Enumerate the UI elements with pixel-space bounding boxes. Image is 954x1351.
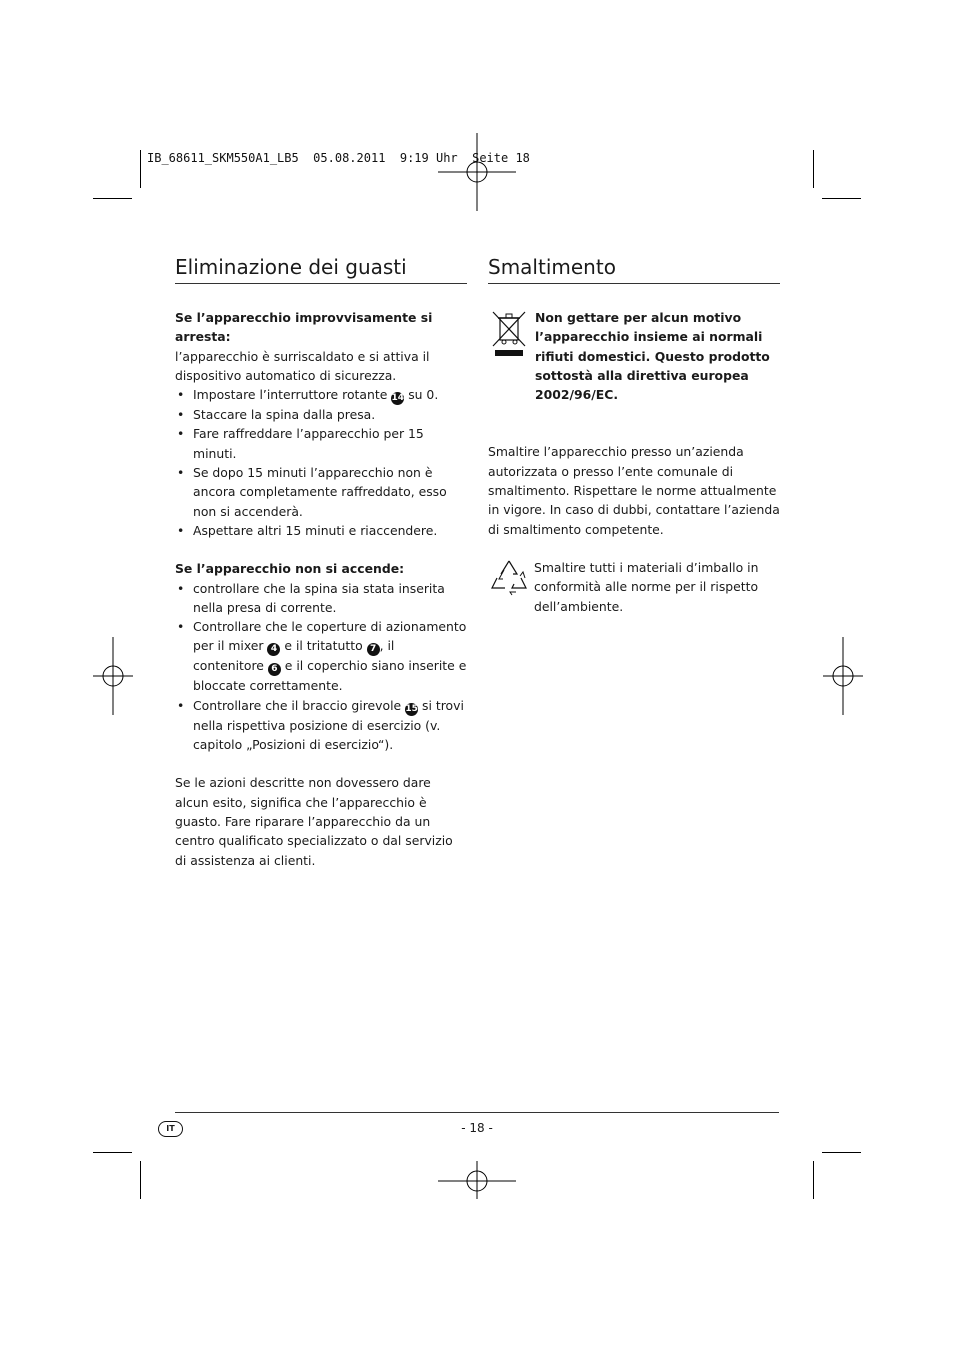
bullet-list-stops <box>175 385 467 540</box>
section-heading-stops: Se l’apparecchio improvvisamente si arresta: <box>175 310 433 345</box>
packaging-notice <box>488 558 780 616</box>
list-item: • Staccare la spina dalla presa. <box>175 405 467 424</box>
language-badge: IT <box>158 1121 183 1137</box>
packaging-text: Smaltire tutti i materiali d’imballo in conformità alle norme per il rispetto dell’ambiente. <box>534 559 759 614</box>
crop-mark <box>813 150 814 188</box>
part-number-badge: 14 <box>391 393 405 404</box>
recycle-icon <box>490 558 528 596</box>
crop-mark <box>93 1152 132 1153</box>
list-item: • Controllare che le coperture di azionamento per il mixer 4 e il tritatutto 7 , il contenitore 6 e il coperchio siano inserite e bloccate correttamente. <box>175 617 467 696</box>
registration-mark-bottom <box>438 1143 516 1199</box>
disposal-title: Smaltimento <box>488 255 780 284</box>
crossed-bin-icon <box>491 310 527 358</box>
crop-mark <box>813 1161 814 1199</box>
part-number-badge: 15 <box>405 703 418 714</box>
troubleshooting-column <box>175 255 467 870</box>
weee-notice-text: Non gettare per alcun motivo l’apparecchio insieme ai normali rifiuti domestici. Questo prodotto sottostà alla direttiva europea 2002/96/EC. <box>535 310 770 403</box>
closing-paragraph: Se le azioni descritte non dovessero dare alcun esito, significa che l’apparecchio è guasto. Fare riparare l’apparecchio da un centro qualificato specializzato o dal servizio di assistenza ai clienti. <box>175 775 453 868</box>
list-item: • controllare che la spina sia stata inserita nella presa di corrente. <box>175 579 467 618</box>
disposal-column <box>488 255 780 616</box>
part-number-badge: 7 <box>367 643 380 656</box>
list-item: • Controllare che il braccio girevole 15 si trovi nella rispettiva posizione di esercizio (v. capitolo „Posizioni di esercizio“). <box>175 696 467 755</box>
crop-mark <box>822 1152 861 1153</box>
registration-mark-left <box>93 637 133 715</box>
crop-mark <box>140 150 141 188</box>
troubleshooting-title: Eliminazione dei guasti <box>175 255 467 284</box>
registration-mark-right <box>823 637 863 715</box>
footer-divider <box>175 1112 779 1113</box>
crop-mark <box>822 198 861 199</box>
part-number-badge: 6 <box>268 663 281 676</box>
part-number-badge: 4 <box>267 643 280 656</box>
list-item: • Impostare l’interruttore rotante 14 su 0. <box>175 385 467 405</box>
disposal-paragraph: Smaltire l’apparecchio presso un’azienda autorizzata o presso l’ente comunale di smaltimento. Rispettare le norme attualmente in vigore. In caso di dubbi, contattare l’azienda di smaltimento competente. <box>488 444 780 537</box>
bullet-list-no-start <box>175 579 467 755</box>
crop-mark <box>93 198 132 199</box>
section-intro-stops: l’apparecchio è surriscaldato e si attiva il dispositivo automatico di sicurezza. <box>175 348 430 383</box>
registration-mark-top <box>438 133 516 211</box>
print-header: IB_68611_SKM550A1_LB5 05.08.2011 9:19 Uhr Seite 18 <box>147 151 530 165</box>
list-item: • Se dopo 15 minuti l’apparecchio non è ancora completamente raffreddato, esso non si accenderà. <box>175 463 467 521</box>
list-item: • Aspettare altri 15 minuti e riaccendere. <box>175 521 467 540</box>
weee-notice <box>488 308 780 404</box>
page-number: - 18 - <box>461 1121 493 1135</box>
crop-mark <box>140 1161 141 1199</box>
section-heading-no-start: Se l’apparecchio non si accende: <box>175 561 405 577</box>
list-item: • Fare raffreddare l’apparecchio per 15 minuti. <box>175 424 467 463</box>
